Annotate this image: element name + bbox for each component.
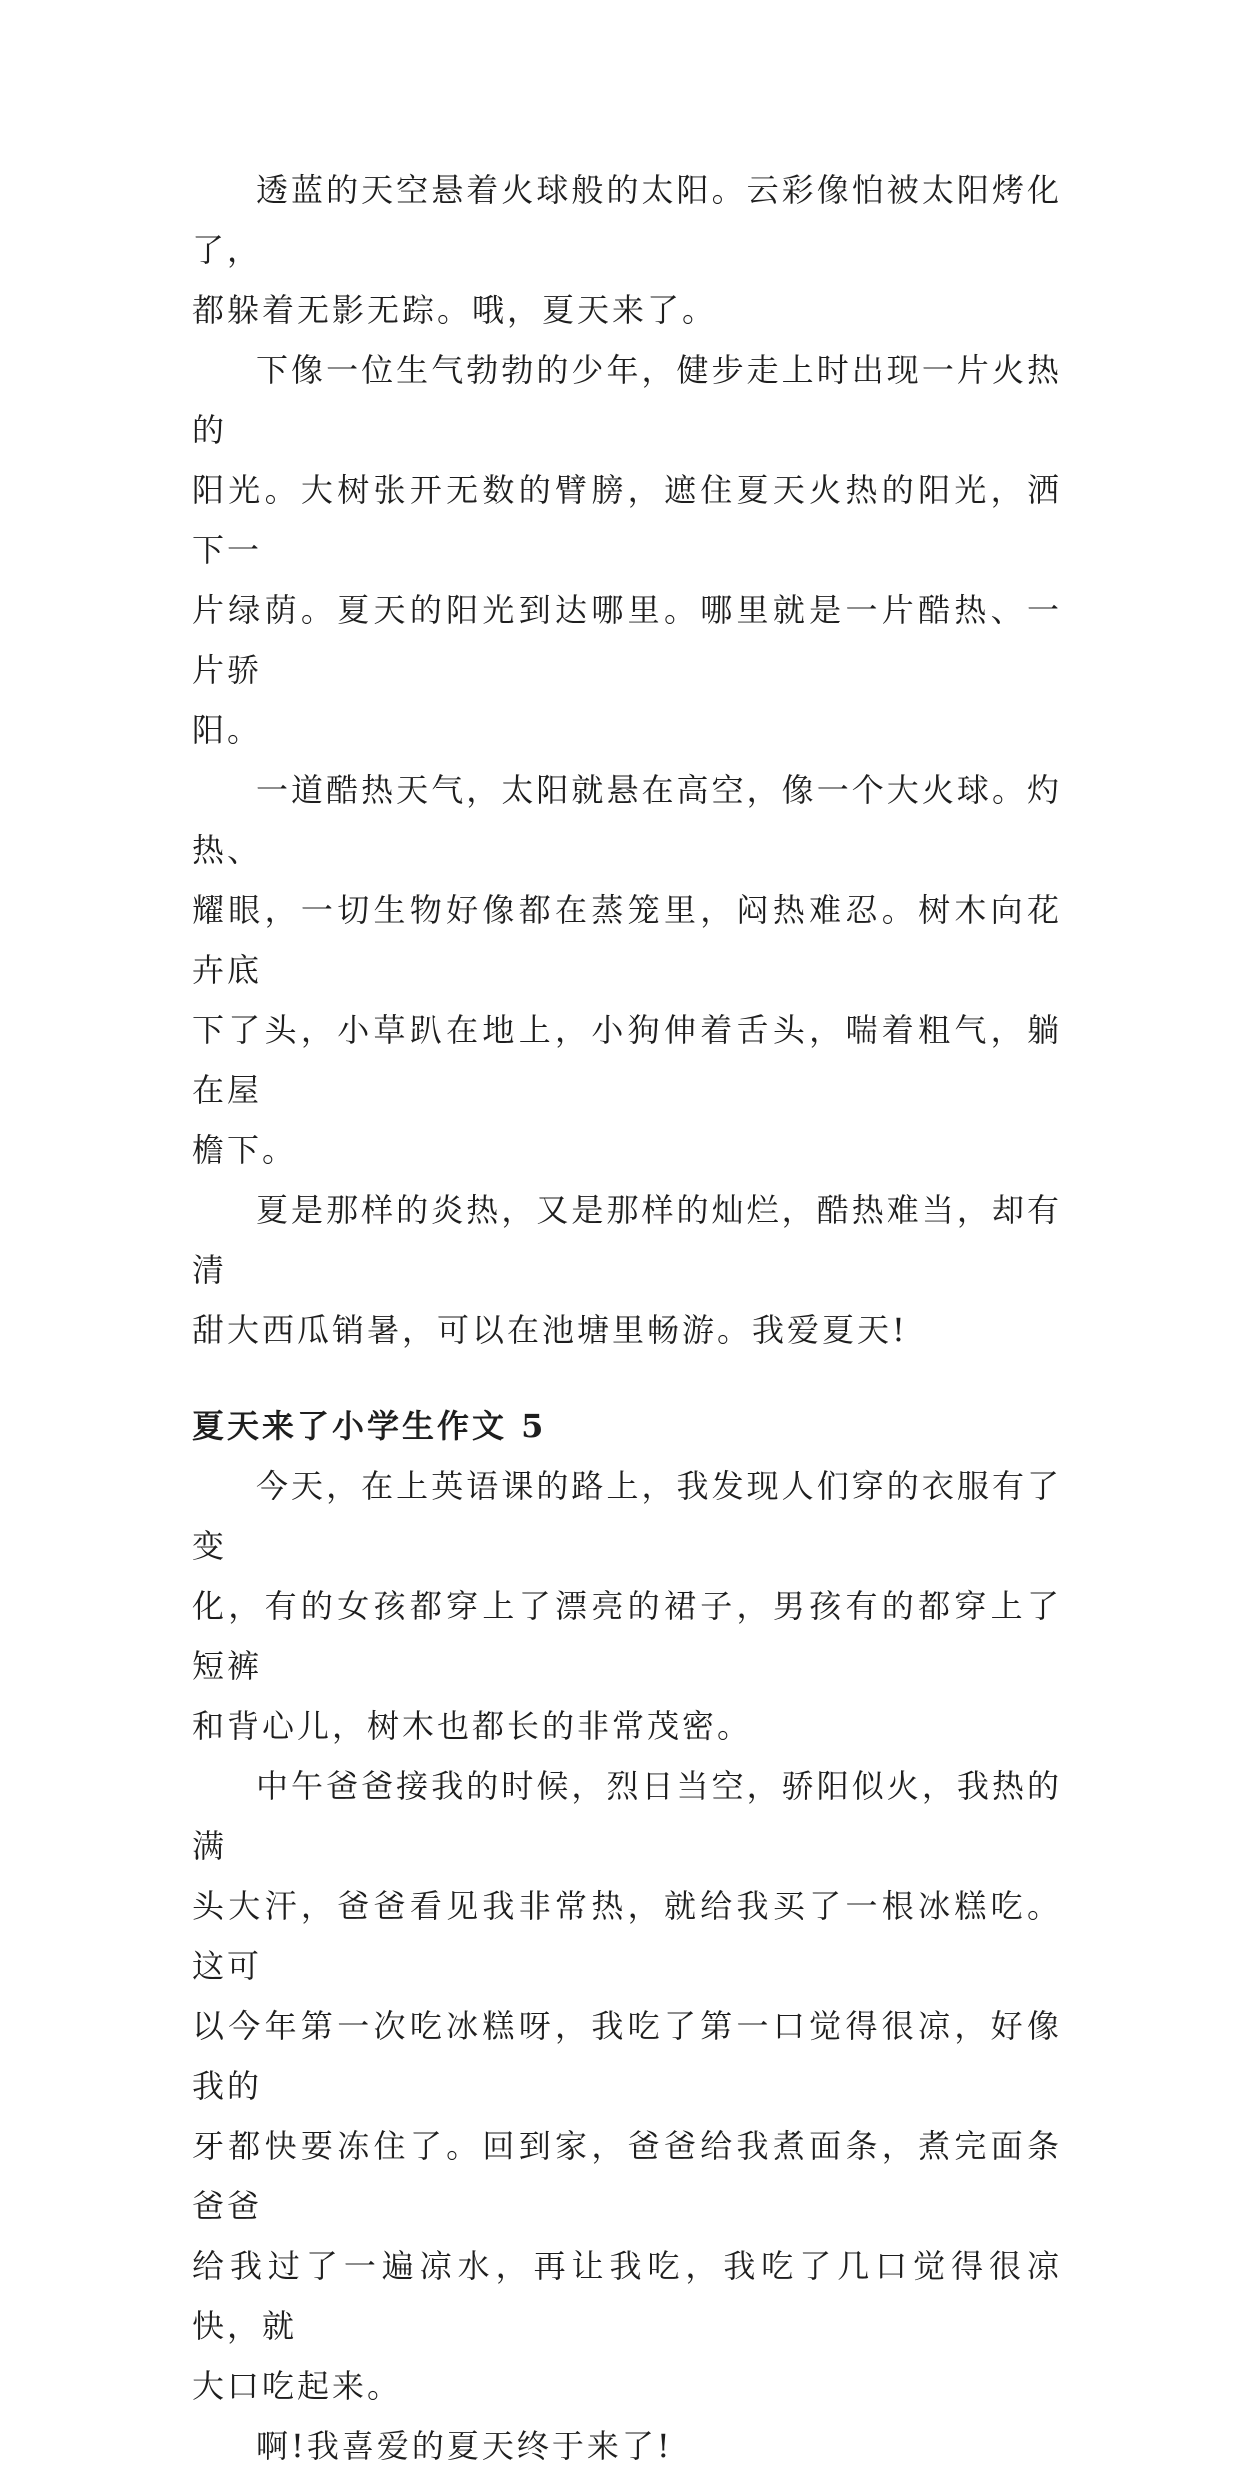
text-line: 都躲着无影无踪。哦，夏天来了。: [192, 291, 718, 329]
section-title: 夏天来了小学生作文 5: [192, 1407, 547, 1445]
text-line: 下了头，小草趴在地上，小狗伸着舌头，喘着粗气，躺在屋: [192, 1011, 1062, 1109]
paragraph: [192, 1756, 1062, 2416]
paragraph: [192, 760, 1062, 1180]
text-line: 头大汗，爸爸看见我非常热，就给我买了一根冰糕吃。这可: [192, 1887, 1062, 1985]
text-line: 耀眼，一切生物好像都在蒸笼里，闷热难忍。树木向花卉底: [192, 891, 1062, 989]
text-line: 阳。: [192, 711, 263, 749]
text-line: 甜大西瓜销暑，可以在池塘里畅游。我爱夏天!: [192, 1311, 908, 1349]
paragraph: [192, 160, 1062, 340]
text-line: 一道酷热天气，太阳就悬在高空，像一个大火球。灼热、: [192, 771, 1062, 869]
text-line: 檐下。: [192, 1131, 298, 1169]
text-line: 片绿荫。夏天的阳光到达哪里。哪里就是一片酷热、一片骄: [192, 591, 1062, 689]
text-line: 大口吃起来。: [192, 2367, 403, 2405]
text-line: 以今年第一次吃冰糕呀，我吃了第一口觉得很凉，好像我的: [192, 2007, 1062, 2105]
text-line: 化，有的女孩都穿上了漂亮的裙子，男孩有的都穿上了短裤: [192, 1587, 1062, 1685]
text-line: 牙都快要冻住了。回到家，爸爸给我煮面条，煮完面条爸爸: [192, 2127, 1062, 2225]
text-line: 给我过了一遍凉水，再让我吃，我吃了几口觉得很凉快，就: [192, 2247, 1062, 2345]
text-line: 和背心儿，树木也都长的非常茂密。: [192, 1707, 753, 1745]
text-line: 今天，在上英语课的路上，我发现人们穿的衣服有了变: [192, 1467, 1062, 1565]
paragraph: [192, 340, 1062, 760]
text-line: 透蓝的天空悬着火球般的太阳。云彩像怕被太阳烤化了，: [192, 171, 1062, 269]
paragraph: [192, 2416, 1062, 2476]
text-line: 阳光。大树张开无数的臂膀，遮住夏天火热的阳光，洒下一: [192, 471, 1062, 569]
text-line: 夏是那样的炎热，又是那样的灿烂，酷热难当，却有清: [192, 1191, 1062, 1289]
document-page: [192, 160, 1062, 2476]
text-line: 中午爸爸接我的时候，烈日当空，骄阳似火，我热的满: [192, 1767, 1062, 1865]
paragraph: [192, 1180, 1062, 1360]
text-line: 下像一位生气勃勃的少年，健步走上时出现一片火热的: [192, 351, 1062, 449]
paragraph: [192, 1456, 1062, 1756]
text-line: 啊!我喜爱的夏天终于来了!: [256, 2427, 673, 2465]
